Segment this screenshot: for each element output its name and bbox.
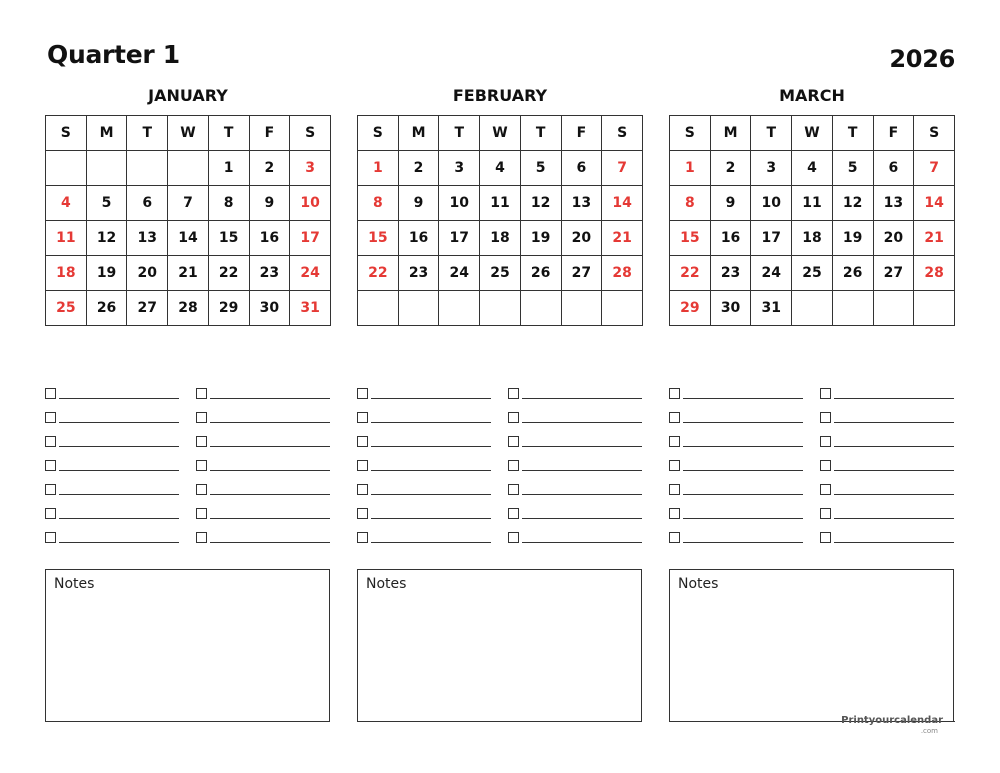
checkbox-icon[interactable] — [508, 508, 519, 519]
week-row — [358, 291, 643, 326]
todo-write-line — [683, 422, 803, 423]
weekday-header: S — [914, 116, 955, 151]
day-cell: 24 — [290, 256, 331, 291]
todo-item — [669, 497, 803, 521]
day-cell — [832, 291, 873, 326]
checkbox-icon[interactable] — [45, 484, 56, 495]
todo-item — [508, 401, 642, 425]
month-calendar-march — [669, 85, 955, 326]
todo-write-line — [59, 494, 179, 495]
day-cell: 13 — [561, 186, 602, 221]
day-cell: 25 — [480, 256, 521, 291]
todo-write-line — [59, 398, 179, 399]
day-cell: 1 — [208, 151, 249, 186]
day-cell — [520, 291, 561, 326]
day-cell: 9 — [249, 186, 290, 221]
weekday-header: T — [520, 116, 561, 151]
checkbox-icon[interactable] — [45, 436, 56, 447]
checkbox-icon[interactable] — [508, 460, 519, 471]
week-row — [670, 291, 955, 326]
day-cell: 6 — [873, 151, 914, 186]
todo-write-line — [683, 470, 803, 471]
week-row — [46, 151, 331, 186]
todo-write-line — [834, 398, 954, 399]
day-cell: 2 — [249, 151, 290, 186]
day-cell: 1 — [670, 151, 711, 186]
checkbox-icon[interactable] — [508, 412, 519, 423]
day-cell: 28 — [602, 256, 643, 291]
day-cell: 10 — [751, 186, 792, 221]
checkbox-icon[interactable] — [669, 460, 680, 471]
todo-write-line — [522, 446, 642, 447]
day-cell — [873, 291, 914, 326]
day-cell: 3 — [751, 151, 792, 186]
todo-write-line — [371, 446, 491, 447]
todo-column — [508, 377, 642, 545]
day-cell: 8 — [358, 186, 399, 221]
todo-item — [45, 497, 179, 521]
checkbox-icon[interactable] — [820, 388, 831, 399]
brand-rule-right — [946, 721, 955, 722]
day-cell — [792, 291, 833, 326]
checkbox-icon[interactable] — [196, 532, 207, 543]
todo-write-line — [210, 446, 330, 447]
todo-column — [196, 377, 330, 545]
day-cell: 3 — [290, 151, 331, 186]
day-cell: 10 — [439, 186, 480, 221]
todo-item — [669, 377, 803, 401]
todo-item — [357, 521, 491, 545]
day-cell: 12 — [832, 186, 873, 221]
checkbox-icon[interactable] — [196, 508, 207, 519]
month-calendar-january — [45, 85, 331, 326]
day-cell — [358, 291, 399, 326]
weekday-header: T — [751, 116, 792, 151]
todo-write-line — [683, 542, 803, 543]
day-cell: 21 — [914, 221, 955, 256]
todo-item — [508, 497, 642, 521]
day-cell: 30 — [249, 291, 290, 326]
week-row — [670, 256, 955, 291]
day-cell: 23 — [249, 256, 290, 291]
day-cell: 8 — [670, 186, 711, 221]
todo-item — [357, 497, 491, 521]
todo-write-line — [210, 422, 330, 423]
notes-label: Notes — [54, 576, 95, 592]
todo-write-line — [371, 470, 491, 471]
todo-item — [196, 401, 330, 425]
checkbox-icon[interactable] — [357, 532, 368, 543]
todo-item — [820, 425, 954, 449]
todo-write-line — [683, 398, 803, 399]
day-cell: 4 — [46, 186, 87, 221]
todo-item — [45, 473, 179, 497]
todo-write-line — [59, 518, 179, 519]
week-row — [46, 256, 331, 291]
day-cell: 22 — [670, 256, 711, 291]
notes-label: Notes — [678, 576, 719, 592]
todo-item — [357, 473, 491, 497]
weekday-header: T — [832, 116, 873, 151]
checkbox-icon[interactable] — [508, 388, 519, 399]
day-cell — [561, 291, 602, 326]
day-cell: 17 — [751, 221, 792, 256]
checkbox-icon[interactable] — [196, 484, 207, 495]
day-cell: 28 — [914, 256, 955, 291]
todo-item — [820, 401, 954, 425]
day-cell: 22 — [208, 256, 249, 291]
todo-item — [196, 449, 330, 473]
checkbox-icon[interactable] — [508, 436, 519, 447]
day-cell: 23 — [710, 256, 751, 291]
todo-write-line — [59, 422, 179, 423]
day-cell: 15 — [670, 221, 711, 256]
day-cell — [46, 151, 87, 186]
todo-write-line — [371, 518, 491, 519]
day-cell: 14 — [602, 186, 643, 221]
todo-item — [508, 449, 642, 473]
checkbox-icon[interactable] — [669, 508, 680, 519]
day-cell: 21 — [602, 221, 643, 256]
day-cell: 31 — [751, 291, 792, 326]
todo-item — [820, 497, 954, 521]
todo-item — [508, 521, 642, 545]
week-row — [670, 151, 955, 186]
day-cell — [480, 291, 521, 326]
checkbox-icon[interactable] — [196, 460, 207, 471]
day-cell: 16 — [710, 221, 751, 256]
checkbox-icon[interactable] — [357, 436, 368, 447]
todo-item — [669, 473, 803, 497]
day-cell: 15 — [358, 221, 399, 256]
weekday-header: F — [561, 116, 602, 151]
todo-write-line — [834, 494, 954, 495]
week-row — [46, 186, 331, 221]
day-cell: 28 — [168, 291, 209, 326]
day-cell: 13 — [873, 186, 914, 221]
todo-item — [45, 377, 179, 401]
day-cell: 27 — [561, 256, 602, 291]
checkbox-icon[interactable] — [669, 412, 680, 423]
day-cell: 20 — [561, 221, 602, 256]
week-row — [358, 256, 643, 291]
day-cell: 11 — [792, 186, 833, 221]
day-cell: 19 — [520, 221, 561, 256]
todo-write-line — [834, 446, 954, 447]
day-cell: 24 — [439, 256, 480, 291]
todo-item — [669, 521, 803, 545]
day-cell: 22 — [358, 256, 399, 291]
day-cell: 4 — [480, 151, 521, 186]
day-cell: 20 — [127, 256, 168, 291]
week-row — [46, 221, 331, 256]
weekday-header: S — [290, 116, 331, 151]
checkbox-icon[interactable] — [508, 484, 519, 495]
checkbox-icon[interactable] — [820, 460, 831, 471]
todo-write-line — [210, 398, 330, 399]
week-row — [46, 291, 331, 326]
day-cell: 23 — [398, 256, 439, 291]
week-row — [670, 221, 955, 256]
day-cell: 19 — [86, 256, 127, 291]
day-cell: 29 — [208, 291, 249, 326]
checkbox-icon[interactable] — [196, 388, 207, 399]
checkbox-icon[interactable] — [820, 436, 831, 447]
todo-item — [508, 425, 642, 449]
todo-item — [45, 425, 179, 449]
todo-item — [45, 449, 179, 473]
day-cell: 21 — [168, 256, 209, 291]
weekday-header: T — [208, 116, 249, 151]
weekday-header: T — [127, 116, 168, 151]
todo-write-line — [522, 542, 642, 543]
day-cell: 25 — [792, 256, 833, 291]
todo-item — [357, 425, 491, 449]
todo-item — [820, 521, 954, 545]
day-cell: 13 — [127, 221, 168, 256]
weekday-header: T — [439, 116, 480, 151]
day-cell: 26 — [520, 256, 561, 291]
day-cell: 16 — [249, 221, 290, 256]
todo-write-line — [522, 398, 642, 399]
checkbox-icon[interactable] — [357, 484, 368, 495]
todo-column — [45, 377, 179, 545]
year-label: 2026 — [889, 45, 955, 73]
checkbox-icon[interactable] — [820, 412, 831, 423]
checkbox-icon[interactable] — [669, 436, 680, 447]
day-cell: 6 — [127, 186, 168, 221]
checkbox-icon[interactable] — [45, 388, 56, 399]
checkbox-icon[interactable] — [508, 532, 519, 543]
weekday-header: S — [358, 116, 399, 151]
weekday-header: S — [602, 116, 643, 151]
todo-write-line — [834, 470, 954, 471]
todo-write-line — [371, 398, 491, 399]
todo-write-line — [210, 494, 330, 495]
brand-suffix: .com — [920, 727, 938, 735]
todo-write-line — [834, 518, 954, 519]
todo-write-line — [683, 518, 803, 519]
checkbox-icon[interactable] — [820, 532, 831, 543]
todo-write-line — [522, 518, 642, 519]
todo-write-line — [522, 470, 642, 471]
todo-item — [357, 377, 491, 401]
todo-column — [357, 377, 491, 545]
day-cell: 27 — [873, 256, 914, 291]
brand-rule-left — [670, 721, 840, 722]
checkbox-icon[interactable] — [669, 388, 680, 399]
todo-write-line — [834, 542, 954, 543]
day-cell: 14 — [168, 221, 209, 256]
todo-item — [669, 449, 803, 473]
day-cell: 25 — [46, 291, 87, 326]
todo-item — [820, 377, 954, 401]
day-cell: 30 — [710, 291, 751, 326]
day-cell: 9 — [710, 186, 751, 221]
checkbox-icon[interactable] — [357, 460, 368, 471]
day-cell: 7 — [602, 151, 643, 186]
day-cell — [602, 291, 643, 326]
day-cell: 7 — [914, 151, 955, 186]
day-cell: 11 — [480, 186, 521, 221]
day-cell: 6 — [561, 151, 602, 186]
day-cell: 5 — [86, 186, 127, 221]
day-cell: 19 — [832, 221, 873, 256]
checkbox-icon[interactable] — [357, 412, 368, 423]
day-cell: 1 — [358, 151, 399, 186]
month-name: MARCH — [779, 86, 845, 105]
day-cell: 16 — [398, 221, 439, 256]
day-cell: 5 — [832, 151, 873, 186]
day-cell: 24 — [751, 256, 792, 291]
day-cell: 20 — [873, 221, 914, 256]
weekday-header: F — [249, 116, 290, 151]
day-cell: 26 — [832, 256, 873, 291]
week-row — [358, 186, 643, 221]
weekday-header: M — [710, 116, 751, 151]
day-cell: 17 — [290, 221, 331, 256]
todo-item — [357, 401, 491, 425]
day-cell: 15 — [208, 221, 249, 256]
day-cell: 8 — [208, 186, 249, 221]
day-cell: 7 — [168, 186, 209, 221]
todo-item — [669, 401, 803, 425]
todo-write-line — [371, 422, 491, 423]
todo-write-line — [210, 542, 330, 543]
todo-column — [820, 377, 954, 545]
notes-box — [669, 569, 954, 722]
checkbox-icon[interactable] — [669, 484, 680, 495]
weekday-header: W — [792, 116, 833, 151]
month-name: FEBRUARY — [452, 86, 548, 105]
todo-write-line — [683, 494, 803, 495]
todo-item — [820, 449, 954, 473]
calendar-grid — [357, 115, 643, 326]
todo-item — [196, 521, 330, 545]
day-cell: 2 — [398, 151, 439, 186]
todo-column — [669, 377, 803, 545]
day-cell: 18 — [480, 221, 521, 256]
day-cell: 9 — [398, 186, 439, 221]
todo-write-line — [683, 446, 803, 447]
day-cell: 11 — [46, 221, 87, 256]
day-cell: 3 — [439, 151, 480, 186]
day-cell: 27 — [127, 291, 168, 326]
day-cell — [439, 291, 480, 326]
notes-box — [357, 569, 642, 722]
todo-write-line — [59, 470, 179, 471]
day-cell: 12 — [86, 221, 127, 256]
todo-write-line — [834, 422, 954, 423]
checkbox-icon[interactable] — [45, 412, 56, 423]
checkbox-icon[interactable] — [45, 460, 56, 471]
checkbox-icon[interactable] — [357, 508, 368, 519]
day-cell: 18 — [792, 221, 833, 256]
todo-write-line — [371, 494, 491, 495]
checkbox-icon[interactable] — [45, 508, 56, 519]
todo-item — [508, 473, 642, 497]
week-row — [358, 221, 643, 256]
brand-logo: Printyourcalendar — [841, 715, 943, 726]
todo-item — [508, 377, 642, 401]
day-cell — [86, 151, 127, 186]
day-cell: 14 — [914, 186, 955, 221]
day-cell — [914, 291, 955, 326]
day-cell — [168, 151, 209, 186]
todo-item — [357, 449, 491, 473]
week-row — [670, 186, 955, 221]
weekday-header: S — [670, 116, 711, 151]
day-cell: 10 — [290, 186, 331, 221]
day-cell: 29 — [670, 291, 711, 326]
todo-write-line — [522, 422, 642, 423]
notes-box — [45, 569, 330, 722]
checkbox-icon[interactable] — [669, 532, 680, 543]
day-cell: 4 — [792, 151, 833, 186]
checkbox-icon[interactable] — [820, 508, 831, 519]
checkbox-icon[interactable] — [820, 484, 831, 495]
day-cell: 18 — [46, 256, 87, 291]
todo-item — [196, 497, 330, 521]
weekday-header: F — [873, 116, 914, 151]
month-calendar-february — [357, 85, 643, 326]
todo-item — [820, 473, 954, 497]
day-cell: 31 — [290, 291, 331, 326]
weekday-header: M — [398, 116, 439, 151]
day-cell: 26 — [86, 291, 127, 326]
weekday-header: S — [46, 116, 87, 151]
calendar-grid — [45, 115, 331, 326]
todo-write-line — [371, 542, 491, 543]
todo-write-line — [210, 518, 330, 519]
day-cell: 12 — [520, 186, 561, 221]
day-cell — [127, 151, 168, 186]
weekday-header: W — [168, 116, 209, 151]
todo-item — [196, 425, 330, 449]
todo-item — [45, 401, 179, 425]
notes-label: Notes — [366, 576, 407, 592]
checkbox-icon[interactable] — [196, 436, 207, 447]
todo-write-line — [522, 494, 642, 495]
weekday-header: M — [86, 116, 127, 151]
calendar-grid — [669, 115, 955, 326]
todo-write-line — [210, 470, 330, 471]
page-title: Quarter 1 — [47, 40, 180, 69]
day-cell: 17 — [439, 221, 480, 256]
checkbox-icon[interactable] — [196, 412, 207, 423]
checkbox-icon[interactable] — [45, 532, 56, 543]
day-cell — [398, 291, 439, 326]
day-cell: 2 — [710, 151, 751, 186]
day-cell: 5 — [520, 151, 561, 186]
weekday-header: W — [480, 116, 521, 151]
todo-write-line — [59, 446, 179, 447]
week-row — [358, 151, 643, 186]
checkbox-icon[interactable] — [357, 388, 368, 399]
todo-write-line — [59, 542, 179, 543]
todo-item — [196, 473, 330, 497]
todo-item — [196, 377, 330, 401]
month-name: JANUARY — [148, 86, 228, 105]
todo-item — [45, 521, 179, 545]
todo-item — [669, 425, 803, 449]
